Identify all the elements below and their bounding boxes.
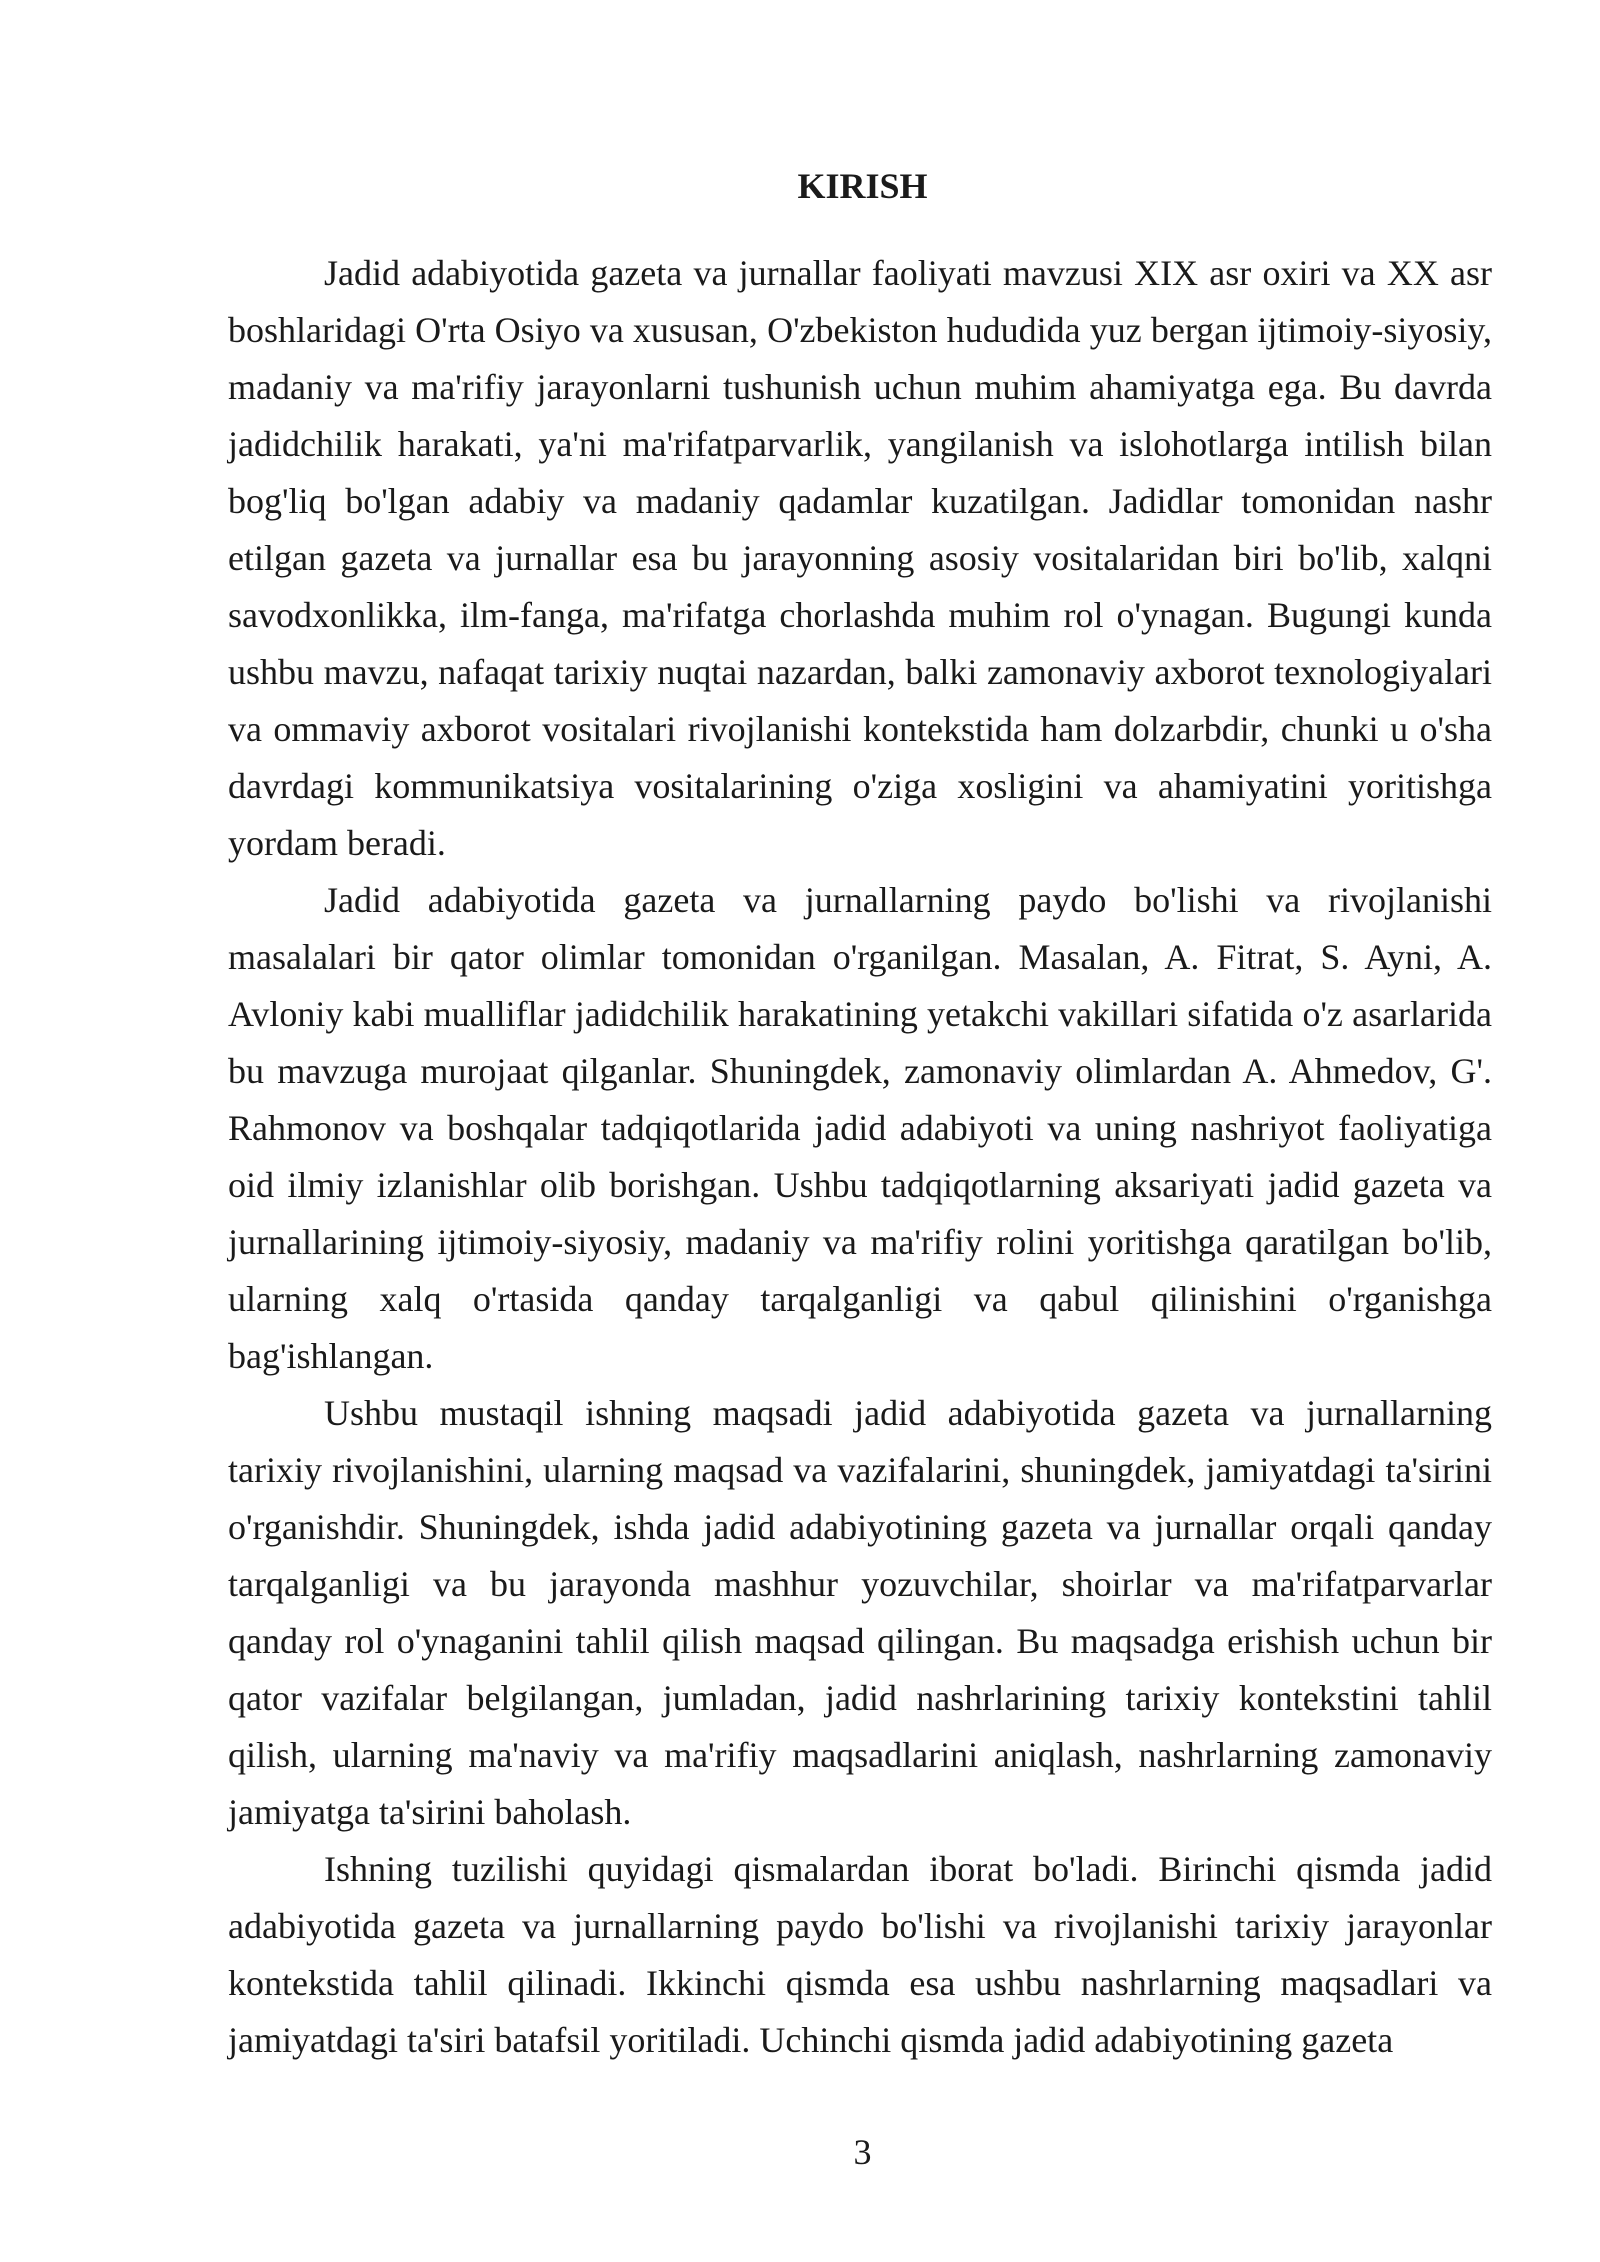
page-title: KIRISH	[797, 166, 928, 206]
body-text	[228, 245, 1492, 2069]
paragraph-2: Jadid adabiyotida gazeta va jurnallarning paydo bo'lishi va rivojlanishi masalalari bir qator olimlar tomonidan o'rganilgan. Masalan, A. Fitrat, S. Ayni, A. Avloniy kabi mualliflar jadidchilik harakatining yetakchi vakillari sifatida o'z asarlarida bu mavzuga murojaat qilganlar. Shuningdek, zamonaviy olimlardan A. Ahmedov, G'. Rahmonov va boshqalar tadqiqotlarida jadid adabiyoti va uning nashriyot faoliyatiga oid ilmiy izlanishlar olib borishgan. Ushbu tadqiqotlarning aksariyati jadid gazeta va jurnallarining ijtimoiy-siyosiy, madaniy va ma'rifiy rolini yoritishga qaratilgan bo'lib, ularning xalq o'rtasida qanday tarqalganligi va qabul qilinishini o'rganishga bag'ishlangan.	[228, 880, 1492, 1376]
page-number: 3	[853, 2132, 872, 2172]
paragraph-3: Ushbu mustaqil ishning maqsadi jadid adabiyotida gazeta va jurnallarning tarixiy rivojlanishini, ularning maqsad va vazifalarini, shuningdek, jamiyatdagi ta'sirini o'rganishdir. Shuningdek, ishda jadid adabiyotining gazeta va jurnallar orqali qanday tarqalganligi va bu jarayonda mashhur yozuvchilar, shoirlar va ma'rifatparvarlar qanday rol o'ynaganini tahlil qilish maqsad qilingan. Bu maqsadga erishish uchun bir qator vazifalar belgilangan, jumladan, jadid nashrlarining tarixiy kontekstini tahlil qilish, ularning ma'naviy va ma'rifiy maqsadlarini aniqlash, nashrlarning zamonaviy jamiyatga ta'sirini baholash.	[228, 1393, 1492, 1832]
paragraph-4: Ishning tuzilishi quyidagi qismalardan iborat bo'ladi. Birinchi qismda jadid adabiyotida gazeta va jurnallarning paydo bo'lishi va rivojlanishi tarixiy jarayonlar kontekstida tahlil qilinadi. Ikkinchi qismda esa ushbu nashrlarning maqsadlari va jamiyatdagi ta'siri batafsil yoritiladi. Uchinchi qismda jadid adabiyotining gazeta	[228, 1849, 1492, 2060]
paragraph-1: Jadid adabiyotida gazeta va jurnallar faoliyati mavzusi XIX asr oxiri va XX asr boshlaridagi O'rta Osiyo va xususan, O'zbekiston hududida yuz bergan ijtimoiy-siyosiy, madaniy va ma'rifiy jarayonlarni tushunish uchun muhim ahamiyatga ega. Bu davrda jadidchilik harakati, ya'ni ma'rifatparvarlik, yangilanish va islohotlarga intilish bilan bog'liq bo'lgan adabiy va madaniy qadamlar kuzatilgan. Jadidlar tomonidan nashr etilgan gazeta va jurnallar esa bu jarayonning asosiy vositalaridan biri bo'lib, xalqni savodxonlikka, ilm-fanga, ma'rifatga chorlashda muhim rol o'ynagan. Bugungi kunda ushbu mavzu, nafaqat tarixiy nuqtai nazardan, balki zamonaviy axborot texnologiyalari va ommaviy axborot vositalari rivojlanishi kontekstida ham dolzarbdir, chunki u o'sha davrdagi kommunikatsiya vositalarining o'ziga xosligini va ahamiyatini yoritishga yordam beradi.	[228, 253, 1492, 863]
